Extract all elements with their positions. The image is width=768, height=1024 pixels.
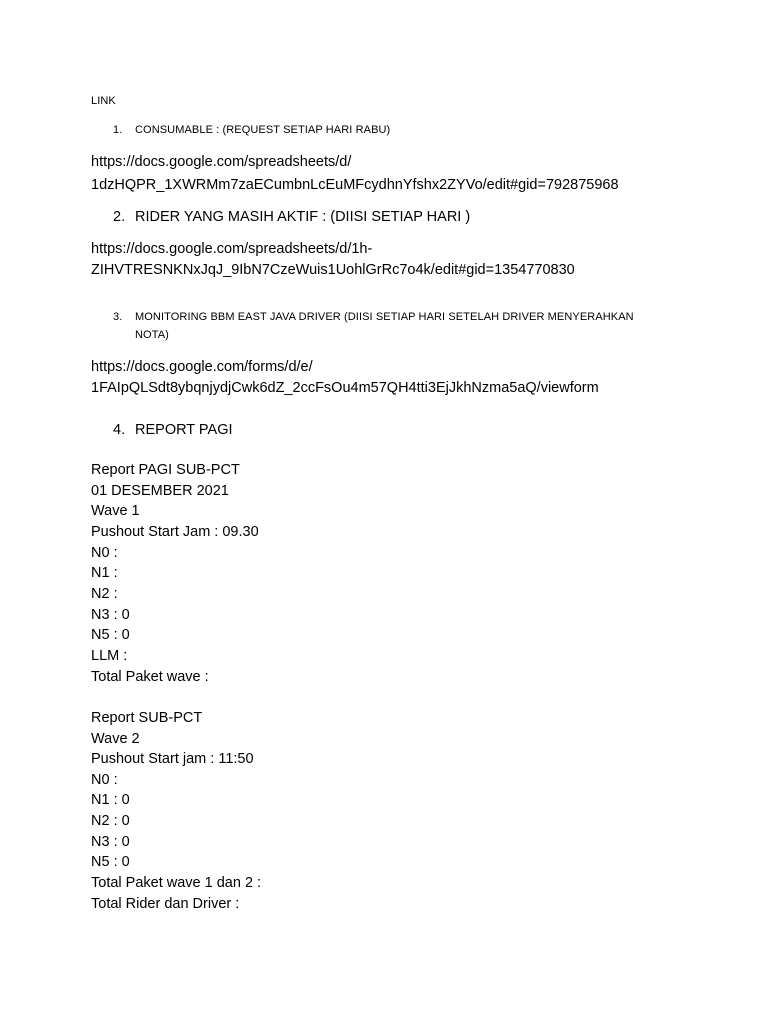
list-number: 2. <box>113 209 126 225</box>
report-line: N3 : 0 <box>91 834 130 850</box>
report-line: LLM : <box>91 648 128 664</box>
list-title: REPORT PAGI <box>135 422 233 438</box>
report-line: Total Paket wave : <box>91 669 209 685</box>
list-title: MONITORING BBM EAST JAVA DRIVER (DIISI SETIAP HARI SETELAH DRIVER MENYERAHKAN <box>135 311 634 323</box>
list-number: 1. <box>113 124 123 136</box>
list-item-report-pagi <box>113 422 233 438</box>
report-line: N5 : 0 <box>91 854 130 870</box>
report-line: Total Paket wave 1 dan 2 : <box>91 875 262 891</box>
url-line[interactable]: 1dzHQPR_1XWRMm7zaECumbnLcEuMFcydhnYfshx2ZYVo/edit#gid=792875968 <box>91 177 619 193</box>
report-line: Pushout Start Jam : 09.30 <box>91 524 259 540</box>
list-title-continued: NOTA) <box>135 329 169 341</box>
report-line: N5 : 0 <box>91 627 130 643</box>
report-line: Total Rider dan Driver : <box>91 896 240 912</box>
report-line: Pushout Start jam : 11:50 <box>91 751 254 767</box>
list-item-monitoring-bbm <box>113 311 634 323</box>
list-title: CONSUMABLE : (REQUEST SETIAP HARI RABU) <box>135 124 391 136</box>
report-line: N0 : <box>91 772 118 788</box>
url-line[interactable]: https://docs.google.com/forms/d/e/ <box>91 359 313 375</box>
report-line: N0 : <box>91 545 118 561</box>
url-line[interactable]: 1FAIpQLSdt8ybqnjydjCwk6dZ_2ccFsOu4m57QH4tti3EjJkhNzma5aQ/viewform <box>91 380 599 396</box>
report-line: 01 DESEMBER 2021 <box>91 483 229 499</box>
list-number: 4. <box>113 422 126 438</box>
list-number: 3. <box>113 311 123 323</box>
url-line[interactable]: ZIHVTRESNKNxJqJ_9IbN7CzeWuis1UohlGrRc7o4k/edit#gid=1354770830 <box>91 262 575 278</box>
report-line: N3 : 0 <box>91 607 130 623</box>
list-item-rider <box>113 209 470 225</box>
list-item-consumable <box>113 124 390 136</box>
report-line: Wave 1 <box>91 503 140 519</box>
list-title: RIDER YANG MASIH AKTIF : (DIISI SETIAP HARI ) <box>135 209 471 225</box>
url-line[interactable]: https://docs.google.com/spreadsheets/d/1h- <box>91 241 373 257</box>
report-line: Wave 2 <box>91 731 140 747</box>
report-line: Report SUB-PCT <box>91 710 203 726</box>
report-line: N1 : <box>91 565 118 581</box>
report-line: Report PAGI SUB-PCT <box>91 462 240 478</box>
report-line: N1 : 0 <box>91 792 130 808</box>
link-heading: LINK <box>91 95 116 107</box>
report-line: N2 : <box>91 586 118 602</box>
url-line[interactable]: https://docs.google.com/spreadsheets/d/ <box>91 154 352 170</box>
report-line: N2 : 0 <box>91 813 130 829</box>
